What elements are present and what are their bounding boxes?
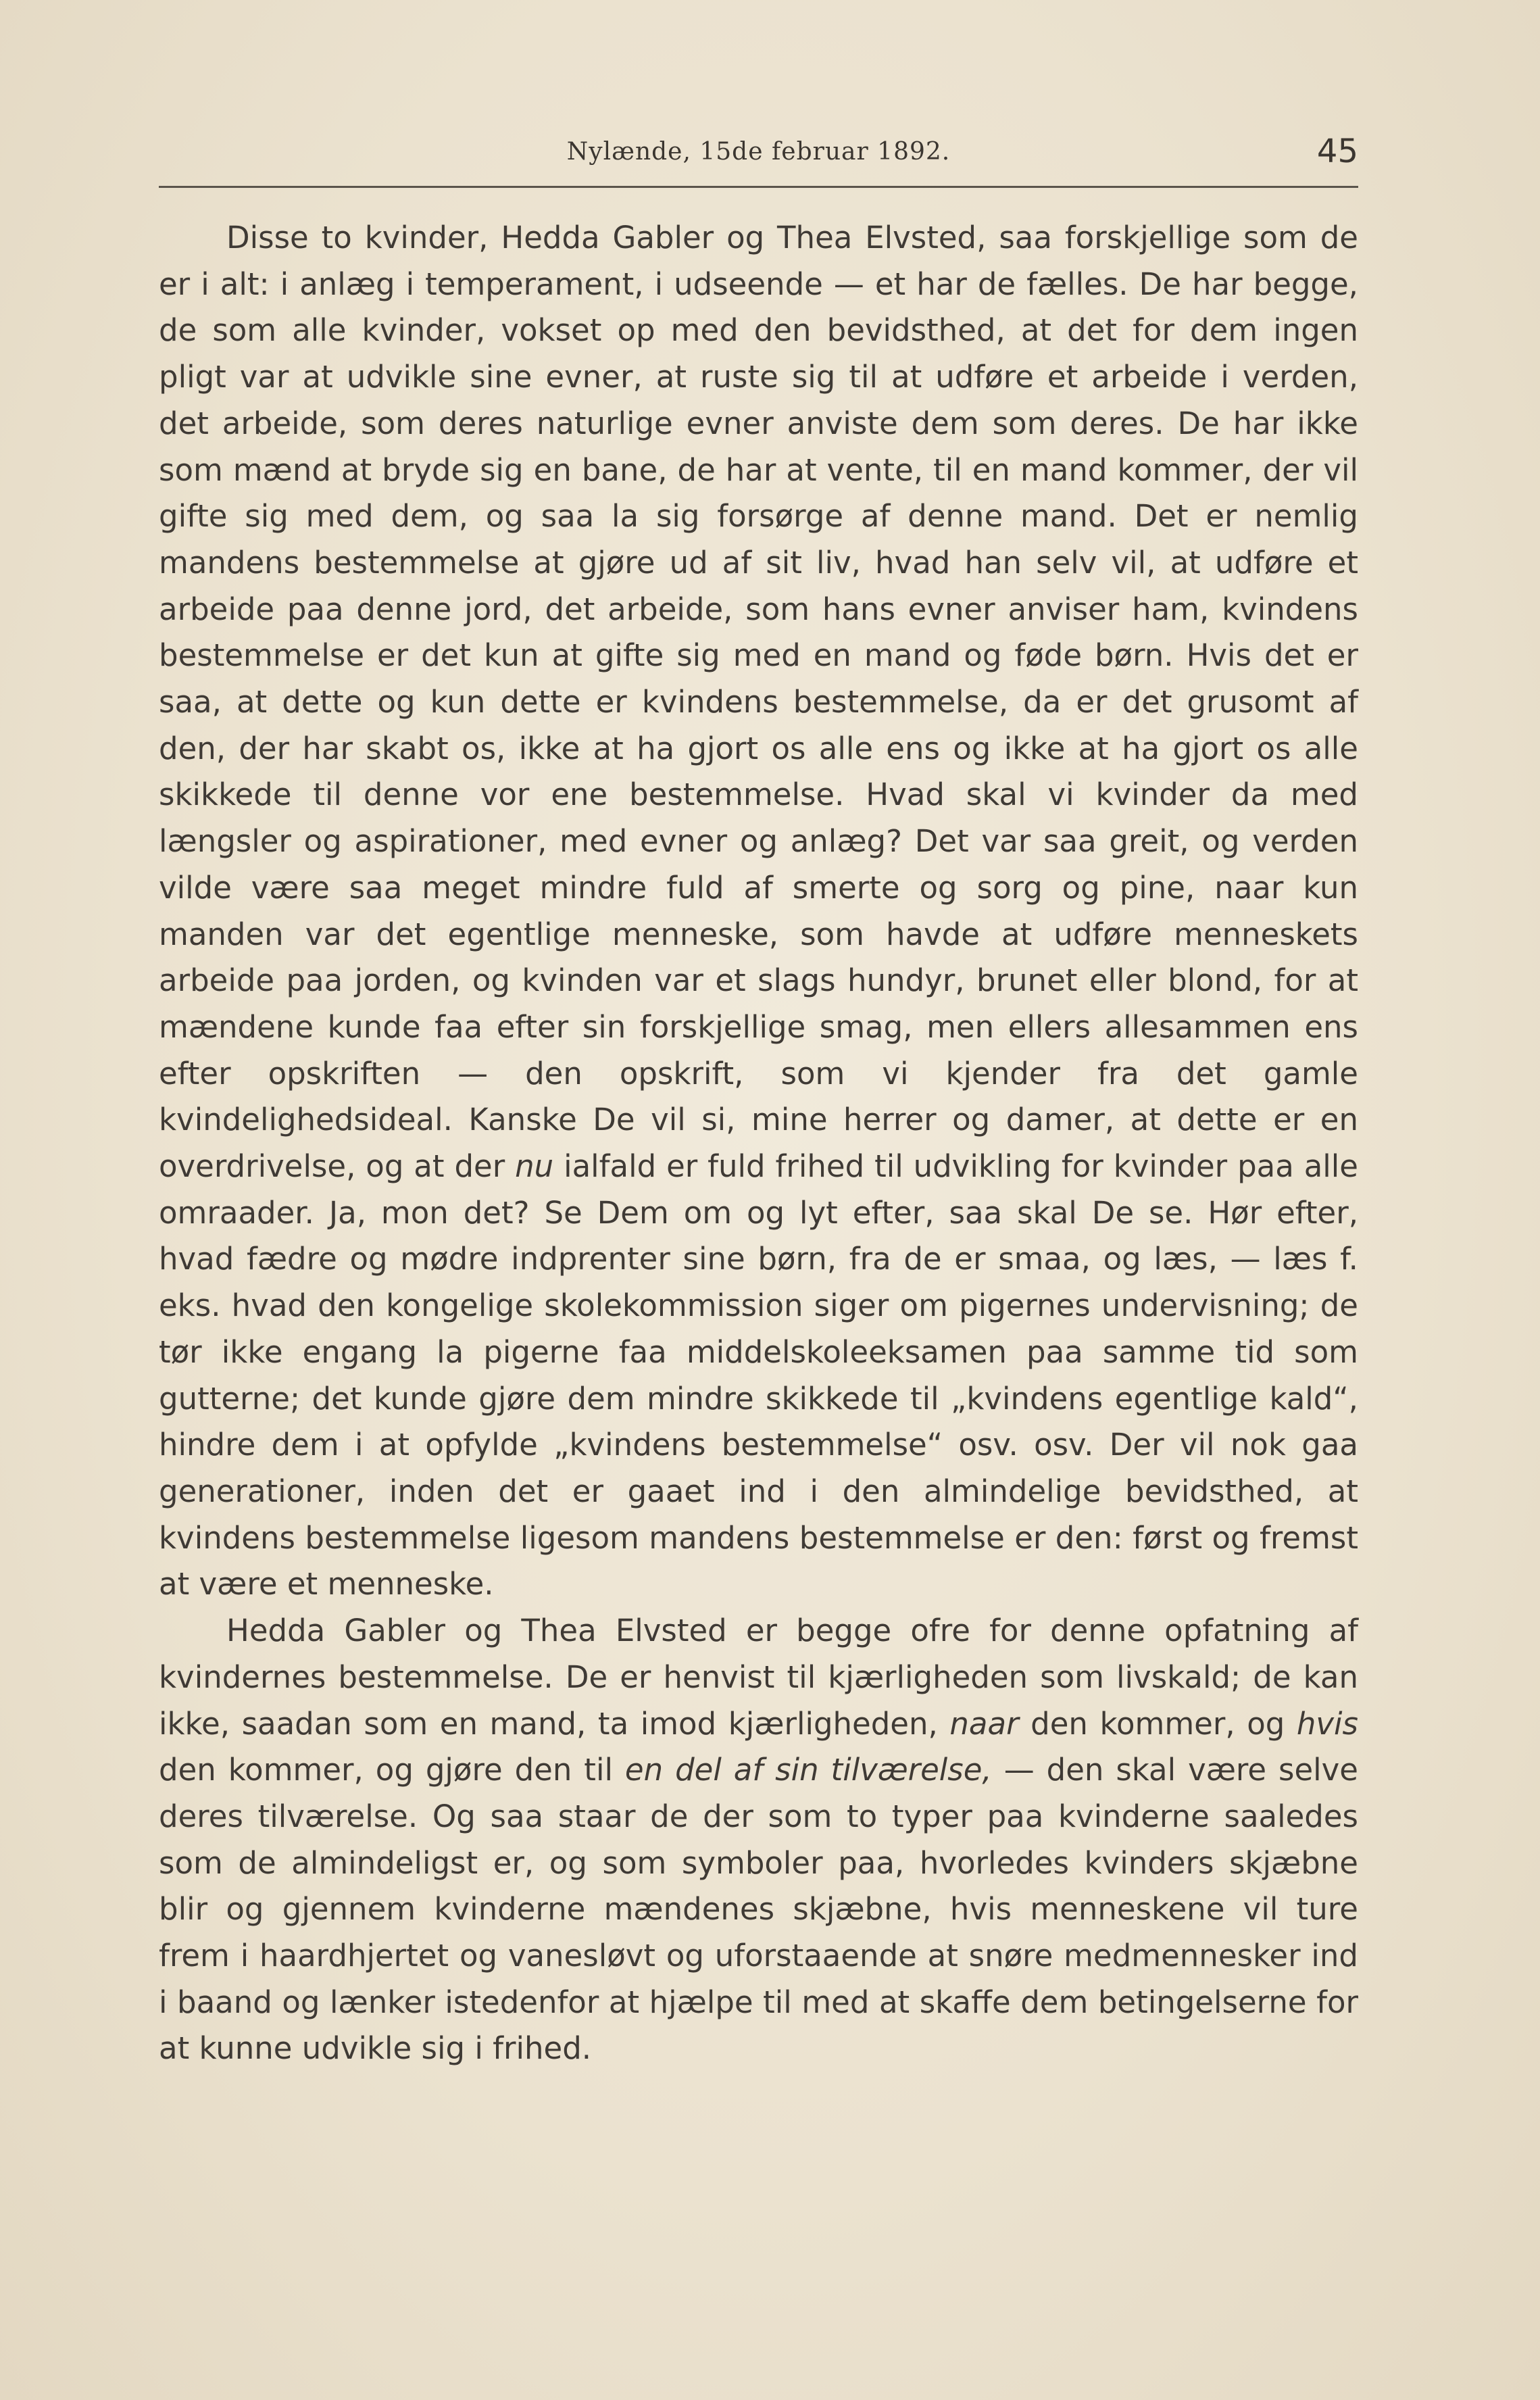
paragraph-text: den kommer, og gjøre den til: [159, 1752, 613, 1788]
paragraph-text: Hedda Gabler og Thea Elvsted er begge ofre for denne opfatning af kvindernes bestemmelse. De er henvist til kjærligheden som livskald; de kan ikke, saadan som en mand, ta imod kjærligheden,: [159, 1613, 1358, 1742]
paragraph-text: den kommer, og: [1030, 1705, 1285, 1742]
article-body: [159, 215, 1358, 2072]
italic-word: naar: [949, 1705, 1019, 1742]
italic-word: hvis: [1296, 1705, 1359, 1742]
header-rule: [159, 186, 1358, 188]
paragraph-text: ialfald er fuld frihed til udvikling for kvinder paa alle omraader. Ja, mon det? Se Dem om og lyt efter, saa skal De se. Hør efter, hvad fædre og mødre indprenter sine børn, fra de er smaa, og læs, — læs f. eks. hvad den kongelige skolekommission siger om pigernes undervisning; de tør ikke engang la pigerne faa middelskoleeksamen paa samme tid som gutterne; det kunde gjøre dem mindre skikkede til „kvindens egentlige kald“, hindre dem i at opfylde „kvindens bestemmelse“ osv. osv. Der vil nok gaa generationer, inden det er gaaet ind i den almindelige bevidsthed, at kvindens bestemmelse ligesom mandens bestemmelse er den: først og fremst at være et menneske.: [159, 1148, 1358, 1602]
page-number: 45: [1316, 132, 1358, 170]
italic-phrase: en del af sin tilværelse,: [624, 1752, 992, 1788]
page-header: [159, 130, 1358, 184]
running-title: Nylænde, 15de februar 1892.: [566, 138, 951, 166]
paragraph: [159, 1608, 1358, 2072]
italic-word: nu: [515, 1148, 554, 1185]
paragraph: [159, 215, 1358, 1608]
paragraph-text: — den skal være selve deres tilværelse. Og saa staar de der som to typer paa kvinderne saaledes som de almindeligst er, og som symboler paa, hvorledes kvinders skjæbne blir og gjennem kvinderne mændenes skjæbne, hvis menneskene vil ture frem i haardhjertet og vanesløvt og uforstaaende at snøre medmennesker ind i baand og lænker istedenfor at hjælpe til med at skaffe dem betingelserne for at kunne udvikle sig i frihed.: [159, 1752, 1358, 2067]
paragraph-text: Disse to kvinder, Hedda Gabler og Thea Elvsted, saa forskjellige som de er i alt: i anlæg i temperament, i udseende — et har de fælles. De har begge, de som alle kvinder, vokset op med den bevidsthed, at det for dem ingen pligt var at udvikle sine evner, at ruste sig til at udføre et arbeide i verden, det arbeide, som deres naturlige evner anviste dem som deres. De har ikke som mænd at bryde sig en bane, de har at vente, til en mand kommer, der vil gifte sig med dem, og saa la sig forsørge af denne mand. Det er nemlig mandens bestemmelse at gjøre ud af sit liv, hvad han selv vil, at udføre et arbeide paa denne jord, det arbeide, som hans evner anviser ham, kvindens bestemmelse er det kun at gifte sig med en mand og føde børn. Hvis det er saa, at dette og kun dette er kvindens bestemmelse, da er det grusomt af den, der har skabt os, ikke at ha gjort os alle ens og ikke at ha gjort os alle skikkede til denne vor ene bestemmelse. Hvad skal vi kvinder da med længsler og aspirationer, med evner og anlæg? Det var saa greit, og verden vilde være saa meget mindre fuld af smerte og sorg og pine, naar kun manden var det egentlige menneske, som havde at udføre menneskets arbeide paa jorden, og kvinden var et slags hundyr, brunet eller blond, for at mændene kunde faa efter sin forskjellige smag, men ellers allesammen ens efter opskriften — den opskrift, som vi kjender fra det gamle kvindelighedsideal. Kanske De vil si, mine herrer og damer, at dette er en overdrivelse, og at der: [159, 220, 1358, 1185]
